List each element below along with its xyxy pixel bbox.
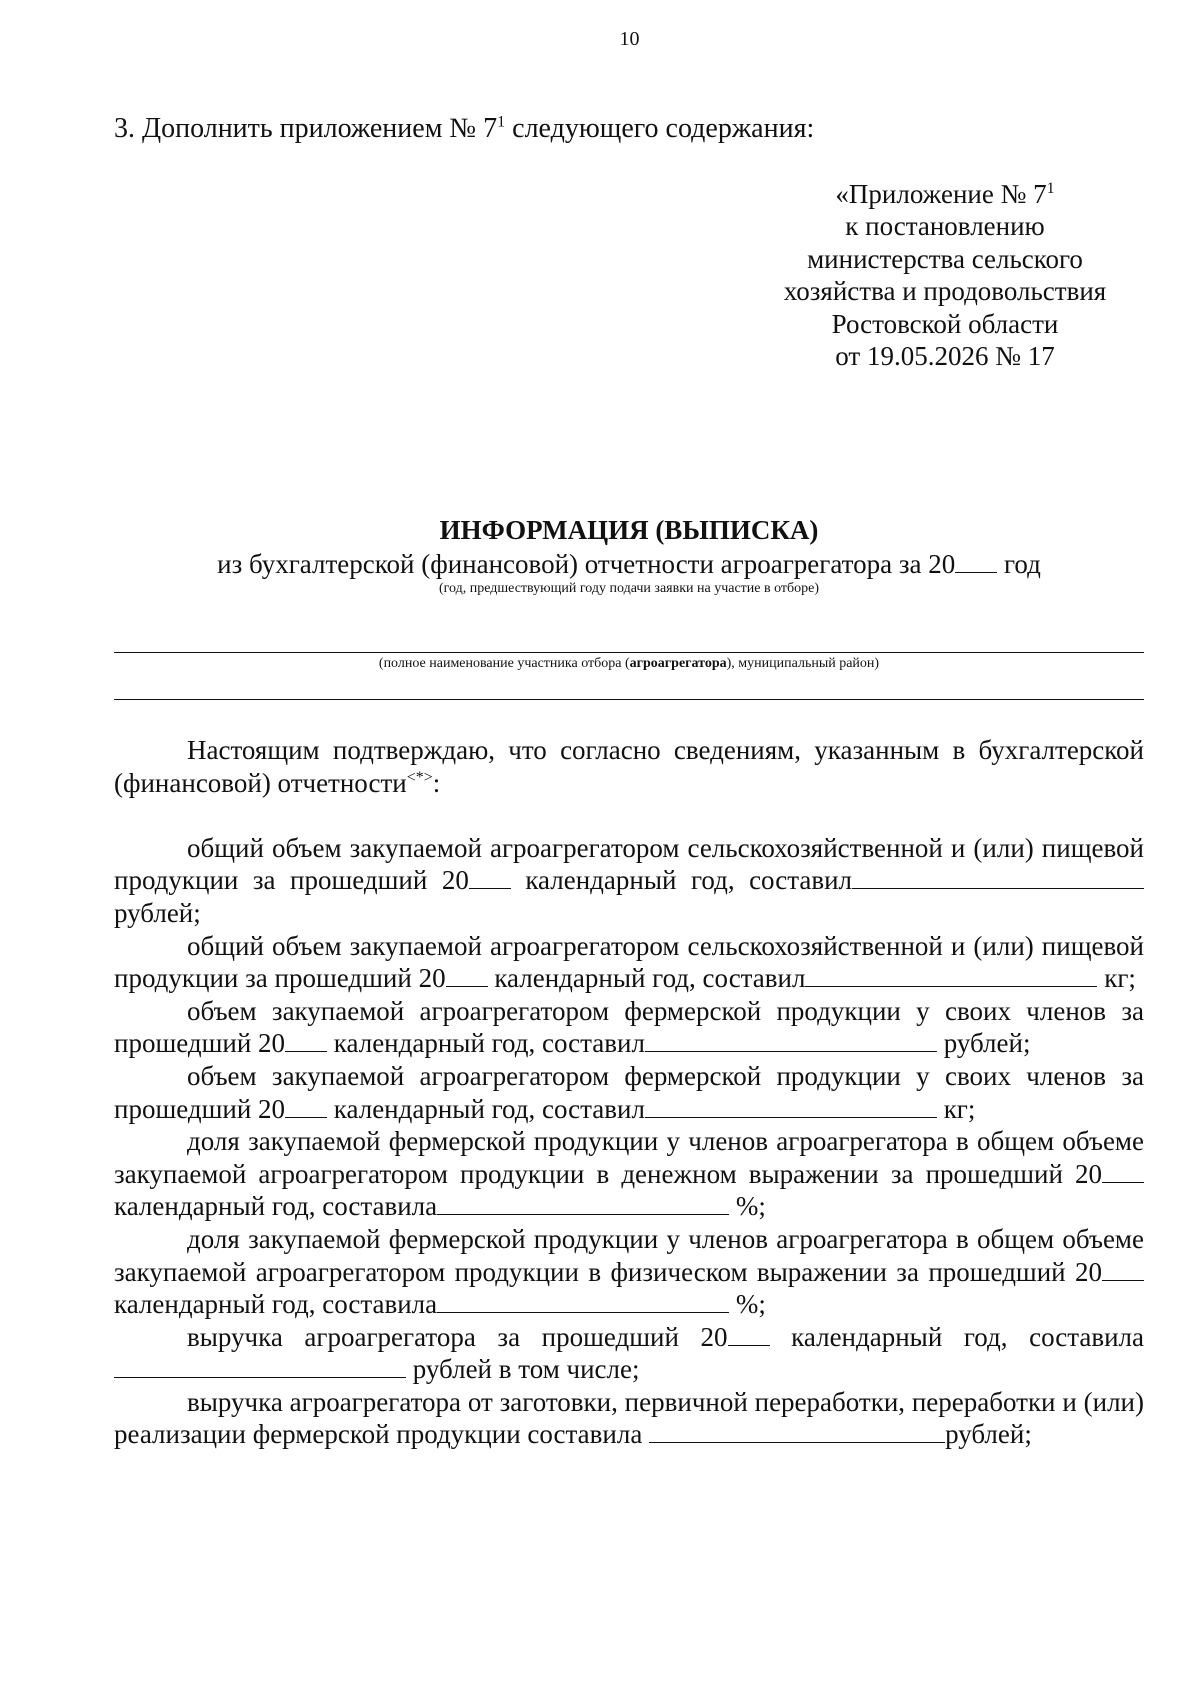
item-paragraph [114, 832, 1144, 930]
item-middle: календарный год, составил [510, 865, 852, 896]
item-text: объем закупаемой агроагрегатором фермерской продукции у своих членов за прошедший 20 [114, 1060, 1144, 1124]
value-blank[interactable] [645, 1093, 937, 1118]
year-blank[interactable] [1102, 1158, 1144, 1183]
confirm-text: Настоящим подтверждаю, что согласно сведениям, указанным в бухгалтерской (финансовой) отчетности [114, 735, 1144, 798]
intro-text: 3. Дополнить приложением № 7 [114, 113, 498, 144]
value-blank[interactable] [437, 1190, 729, 1215]
item-paragraph [114, 1321, 1144, 1386]
appendix-header [755, 178, 1135, 372]
participant-note-after: ), муниципальный район) [726, 656, 880, 671]
document-subtitle [114, 548, 1144, 580]
participant-note-before: (полное наименование участника отбора ( [378, 656, 630, 671]
value-blank[interactable] [645, 1027, 937, 1052]
item-unit: кг; [1097, 963, 1136, 994]
appendix-line-2: к постановлению [845, 211, 1045, 242]
participant-note [114, 656, 1144, 672]
item-unit: рублей; [936, 1028, 1031, 1059]
item-middle: календарный год, составила [114, 1289, 438, 1320]
appendix-line-3: министерства сельского [807, 243, 1083, 274]
item-paragraph [114, 930, 1144, 995]
appendix-line-6: от 19.05.2026 № 17 [835, 341, 1055, 372]
year-blank[interactable] [285, 1093, 327, 1118]
year-blank[interactable] [1102, 1256, 1144, 1281]
item-paragraph [114, 1223, 1144, 1321]
footnote-marker: <*> [406, 768, 433, 786]
intro-superscript: 1 [497, 113, 506, 131]
value-blank[interactable] [649, 1418, 945, 1443]
subtitle-end: год [997, 549, 1041, 579]
item-paragraph [114, 1386, 1144, 1451]
item-middle: календарный год, составил [487, 963, 806, 994]
appendix-superscript: 1 [1046, 180, 1055, 197]
confirm-colon: : [432, 767, 441, 798]
year-blank[interactable] [285, 1027, 327, 1052]
item-middle: календарный год, составил [327, 1093, 645, 1124]
year-blank[interactable] [955, 548, 997, 573]
participant-note-bold: агроагрегатора [629, 656, 727, 671]
value-blank[interactable] [805, 962, 1097, 987]
item-unit: рублей в том числе; [406, 1354, 640, 1385]
confirm-paragraph [114, 734, 1144, 799]
year-blank[interactable] [728, 1321, 770, 1346]
item-text: выручка агроагрегатора от заготовки, первичной переработки, переработки и (или) реализации фермерской продукции составила [114, 1386, 1144, 1450]
year-blank[interactable] [446, 962, 488, 987]
intro-text-after: следующего содержания: [505, 113, 815, 144]
intro-paragraph [114, 113, 814, 145]
item-text: общий объем закупаемой агроагрегатором сельскохозяйственной и (или) пищевой продукции за прошедший 20 [114, 832, 1144, 896]
year-blank[interactable] [469, 864, 511, 889]
item-middle: календарный год, составила [114, 1191, 438, 1222]
item-text: доля закупаемой фермерской продукции у членов агроагрегатора в общем объеме закупаемой агроагрегатором продукции в денежном выражении за прошедший 20 [114, 1126, 1144, 1189]
participant-extra-line[interactable] [114, 699, 1144, 700]
appendix-line-5: Ростовской области [831, 308, 1059, 339]
item-unit: кг; [936, 1093, 976, 1124]
item-text: объем закупаемой агроагрегатором фермерской продукции у своих членов за прошедший 20 [114, 995, 1144, 1059]
appendix-line-4: хозяйства и продовольствия [783, 276, 1107, 307]
subtitle-text: из бухгалтерской (финансовой) отчетности агроагрегатора за 20 [217, 549, 956, 579]
item-paragraph [114, 995, 1144, 1060]
item-unit: рублей; [945, 1419, 1032, 1450]
item-text: выручка агроагрегатора за прошедший 20 [187, 1321, 728, 1352]
document-title: ИНФОРМАЦИЯ (ВЫПИСКА) [439, 515, 819, 545]
value-blank[interactable] [437, 1288, 729, 1313]
item-text: общий объем закупаемой агроагрегатором сельскохозяйственной и (или) пищевой продукции за прошедший 20 [114, 930, 1144, 994]
page-number: 10 [619, 28, 640, 50]
value-blank[interactable] [852, 864, 1144, 889]
item-middle: календарный год, составил [327, 1028, 645, 1059]
item-unit: %; [729, 1191, 766, 1222]
participant-name-line[interactable] [114, 652, 1144, 653]
item-unit: рублей; [114, 897, 201, 928]
document-body [114, 734, 1144, 1451]
appendix-line-1-text: «Приложение № 7 [835, 179, 1047, 209]
item-paragraph [114, 1125, 1144, 1223]
year-note: (год, предшествующий году подачи заявки на участие в отборе) [438, 581, 820, 596]
value-blank[interactable] [114, 1353, 406, 1378]
appendix-line-1 [755, 178, 1135, 210]
item-unit: %; [729, 1289, 766, 1320]
item-middle: календарный год, составила [769, 1321, 1144, 1352]
item-paragraph [114, 1060, 1144, 1125]
item-text: доля закупаемой фермерской продукции у членов агроагрегатора в общем объеме закупаемой агроагрегатором продукции в физическом выражении за прошедший 20 [114, 1223, 1144, 1287]
